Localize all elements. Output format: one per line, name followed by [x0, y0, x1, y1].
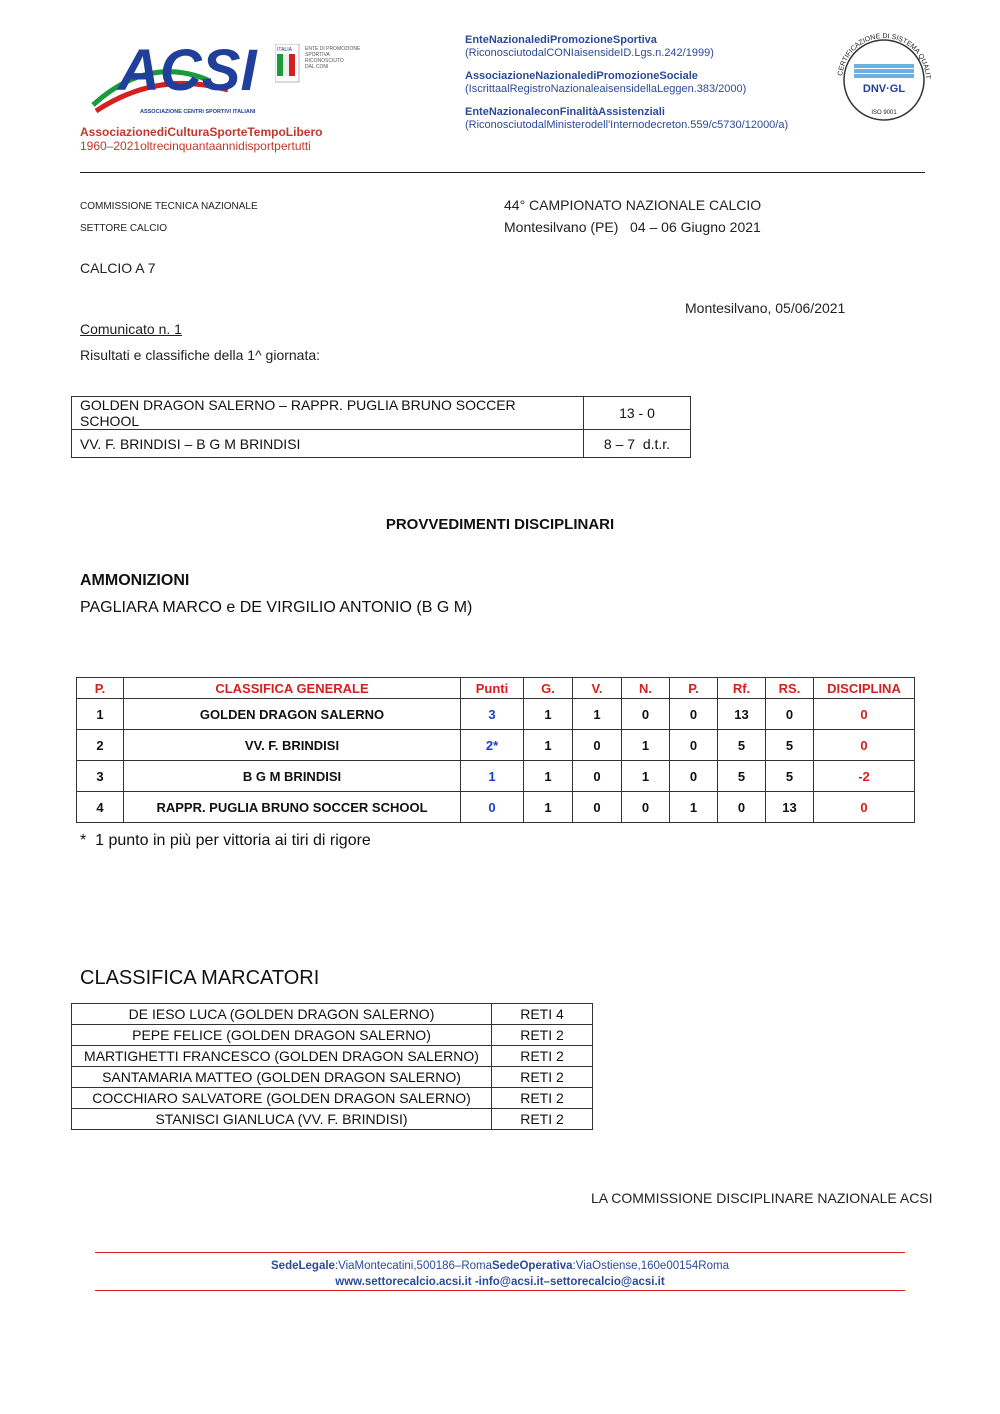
- goals-cell: RETI 2: [492, 1088, 593, 1109]
- coni-badge: [275, 44, 370, 84]
- footer-divider-top: [95, 1252, 905, 1253]
- table-row: [72, 1004, 593, 1025]
- header-cell: RS.: [766, 678, 814, 699]
- score-cell: 8 – 7 d.t.r.: [584, 430, 691, 458]
- results-table: [71, 396, 691, 458]
- stat-cell: 0: [766, 699, 814, 730]
- svg-text:ITALIA: ITALIA: [277, 47, 292, 53]
- table-header-row: [77, 678, 915, 699]
- settore-label: SETTORE CALCIO: [80, 223, 168, 234]
- header-cell: DISCIPLINA: [814, 678, 915, 699]
- points-cell: 1: [461, 761, 524, 792]
- goals-cell: RETI 2: [492, 1067, 593, 1088]
- goals-cell: RETI 2: [492, 1025, 593, 1046]
- position-cell: 4: [77, 792, 124, 823]
- stat-cell: 0: [718, 792, 766, 823]
- ente-block-1: [465, 34, 714, 60]
- position-cell: 2: [77, 730, 124, 761]
- ammonizioni-text: PAGLIARA MARCO e DE VIRGILIO ANTONIO (B G M): [80, 599, 473, 616]
- ente-block-2: [465, 70, 746, 96]
- dnv-certification-seal: [832, 28, 936, 122]
- categoria-label: CALCIO A 7: [80, 260, 156, 276]
- commissione-label: COMMISSIONE TECNICA NAZIONALE: [80, 201, 258, 212]
- header-cell: V.: [573, 678, 622, 699]
- team-cell: GOLDEN DRAGON SALERNO: [124, 699, 461, 730]
- comunicato-number: Comunicato n. 1: [80, 321, 182, 337]
- table-row: [72, 1109, 593, 1130]
- ammonizioni-title: AMMONIZIONI: [80, 572, 190, 589]
- header-cell: Punti: [461, 678, 524, 699]
- stat-cell: 0: [670, 699, 718, 730]
- table-row: [72, 430, 691, 458]
- table-row: [77, 730, 915, 761]
- ente-title: EnteNazionaleconFinalitàAssistenziali: [465, 106, 665, 118]
- scorer-cell: MARTIGHETTI FRANCESCO (GOLDEN DRAGON SALERNO): [72, 1046, 492, 1067]
- campionato-location: Montesilvano (PE) 04 – 06 Giugno 2021: [504, 219, 761, 235]
- classifica-note: * 1 punto in più per vittoria ai tiri di rigore: [80, 832, 371, 849]
- footer-address: [0, 1260, 1000, 1272]
- ente-subtitle: (RiconosciutodalCONIaisensideID.Lgs.n.242/1999): [465, 47, 714, 59]
- svg-text:CERTIFICAZIONE DI SISTEMA QUAL: CERTIFICAZIONE DI SISTEMA QUALIT: [837, 32, 932, 80]
- stat-cell: 0: [573, 730, 622, 761]
- association-name: AssociazionediCulturaSporteTempoLibero: [80, 125, 323, 139]
- stat-cell: 0: [670, 761, 718, 792]
- campionato-title: 44° CAMPIONATO NAZIONALE CALCIO: [504, 197, 762, 213]
- sede-operativa: :ViaOstiense,160e00154Roma: [572, 1260, 729, 1272]
- position-cell: 1: [77, 699, 124, 730]
- stat-cell: 1: [524, 761, 573, 792]
- stat-cell: 1: [622, 730, 670, 761]
- marcatori-title: CLASSIFICA MARCATORI: [80, 967, 320, 989]
- disciplinari-title: PROVVEDIMENTI DISCIPLINARI: [385, 516, 615, 533]
- svg-text:ENTE DI PROMOZIONE: ENTE DI PROMOZIONE: [305, 46, 361, 52]
- points-cell: 3: [461, 699, 524, 730]
- svg-text:RICONOSCIUTO: RICONOSCIUTO: [305, 58, 344, 64]
- team-cell: VV. F. BRINDISI: [124, 730, 461, 761]
- footer-contacts[interactable]: www.settorecalcio.acsi.it -info@acsi.it–settorecalcio@acsi.it: [335, 1276, 665, 1288]
- document-date: Montesilvano, 05/06/2021: [685, 300, 846, 316]
- sede-legale-label: SedeLegale: [271, 1260, 335, 1272]
- association-subtitle: 1960–2021oltrecinquantaannidisportpertutti: [80, 139, 311, 153]
- intro-text: Risultati e classifiche della 1^ giornata:: [80, 347, 321, 363]
- marcatori-table: [71, 1003, 593, 1130]
- points-cell: 0: [461, 792, 524, 823]
- team-cell: RAPPR. PUGLIA BRUNO SOCCER SCHOOL: [124, 792, 461, 823]
- svg-text:SPORTIVA: SPORTIVA: [305, 52, 330, 58]
- ente-subtitle: (IscrittaalRegistroNazionaleaisensidellaLeggen.383/2000): [465, 83, 747, 95]
- header-cell: G.: [524, 678, 573, 699]
- stat-cell: 0: [670, 730, 718, 761]
- table-row: [72, 397, 691, 430]
- discipline-cell: -2: [814, 761, 915, 792]
- stat-cell: 1: [524, 699, 573, 730]
- table-row: [77, 761, 915, 792]
- table-row: [77, 792, 915, 823]
- stat-cell: 5: [766, 730, 814, 761]
- ente-block-3: [465, 106, 788, 132]
- stat-cell: 13: [718, 699, 766, 730]
- header-cell: P.: [670, 678, 718, 699]
- goals-cell: RETI 4: [492, 1004, 593, 1025]
- acsi-logo: [88, 35, 263, 123]
- header-divider: [80, 172, 925, 173]
- svg-text:DNV·GL: DNV·GL: [862, 83, 906, 95]
- ente-subtitle: (RiconosciutodalMinisterodell'Internodecreton.559/c5730/12000/a): [465, 119, 789, 131]
- stat-cell: 0: [622, 792, 670, 823]
- stat-cell: 13: [766, 792, 814, 823]
- stat-cell: 1: [573, 699, 622, 730]
- scorer-cell: SANTAMARIA MATTEO (GOLDEN DRAGON SALERNO): [72, 1067, 492, 1088]
- points-cell: 2*: [461, 730, 524, 761]
- sede-legale: :ViaMontecatini,500186–Roma: [334, 1260, 492, 1272]
- svg-text:ACSI: ACSI: [118, 38, 257, 103]
- svg-text:DAL CONI: DAL CONI: [305, 64, 329, 70]
- stat-cell: 1: [524, 730, 573, 761]
- stat-cell: 0: [573, 792, 622, 823]
- ente-title: AssociazioneNazionalediPromozioneSociale: [465, 70, 698, 82]
- svg-text:ASSOCIAZIONE CENTRI SPORTIVI I: ASSOCIAZIONE CENTRI SPORTIVI ITALIANI: [140, 109, 256, 115]
- stat-cell: 1: [670, 792, 718, 823]
- table-row: [77, 699, 915, 730]
- stat-cell: 5: [718, 730, 766, 761]
- goals-cell: RETI 2: [492, 1046, 593, 1067]
- header-cell: P.: [77, 678, 124, 699]
- sede-operativa-label: SedeOperativa: [492, 1260, 573, 1272]
- header-cell: Rf.: [718, 678, 766, 699]
- match-cell: GOLDEN DRAGON SALERNO – RAPPR. PUGLIA BRUNO SOCCER SCHOOL: [72, 397, 584, 430]
- score-cell: 13 - 0: [584, 397, 691, 430]
- scorer-cell: DE IESO LUCA (GOLDEN DRAGON SALERNO): [72, 1004, 492, 1025]
- stat-cell: 5: [766, 761, 814, 792]
- table-row: [72, 1046, 593, 1067]
- scorer-cell: PEPE FELICE (GOLDEN DRAGON SALERNO): [72, 1025, 492, 1046]
- table-row: [72, 1025, 593, 1046]
- stat-cell: 1: [524, 792, 573, 823]
- discipline-cell: 0: [814, 730, 915, 761]
- stat-cell: 5: [718, 761, 766, 792]
- stat-cell: 0: [573, 761, 622, 792]
- ente-title: EnteNazionalediPromozioneSportiva: [465, 34, 657, 46]
- footer-divider-bottom: [95, 1290, 905, 1291]
- svg-text:ISO 9001: ISO 9001: [871, 110, 897, 116]
- table-row: [72, 1067, 593, 1088]
- position-cell: 3: [77, 761, 124, 792]
- header-cell: N.: [622, 678, 670, 699]
- classifica-table: [76, 677, 915, 823]
- team-cell: B G M BRINDISI: [124, 761, 461, 792]
- stat-cell: 0: [622, 699, 670, 730]
- discipline-cell: 0: [814, 792, 915, 823]
- match-cell: VV. F. BRINDISI – B G M BRINDISI: [72, 430, 584, 458]
- signature: LA COMMISSIONE DISCIPLINARE NAZIONALE ACSI: [591, 1190, 933, 1206]
- scorer-cell: STANISCI GIANLUCA (VV. F. BRINDISI): [72, 1109, 492, 1130]
- stat-cell: 1: [622, 761, 670, 792]
- scorer-cell: COCCHIARO SALVATORE (GOLDEN DRAGON SALERNO): [72, 1088, 492, 1109]
- discipline-cell: 0: [814, 699, 915, 730]
- table-row: [72, 1088, 593, 1109]
- header-cell: CLASSIFICA GENERALE: [124, 678, 461, 699]
- goals-cell: RETI 2: [492, 1109, 593, 1130]
